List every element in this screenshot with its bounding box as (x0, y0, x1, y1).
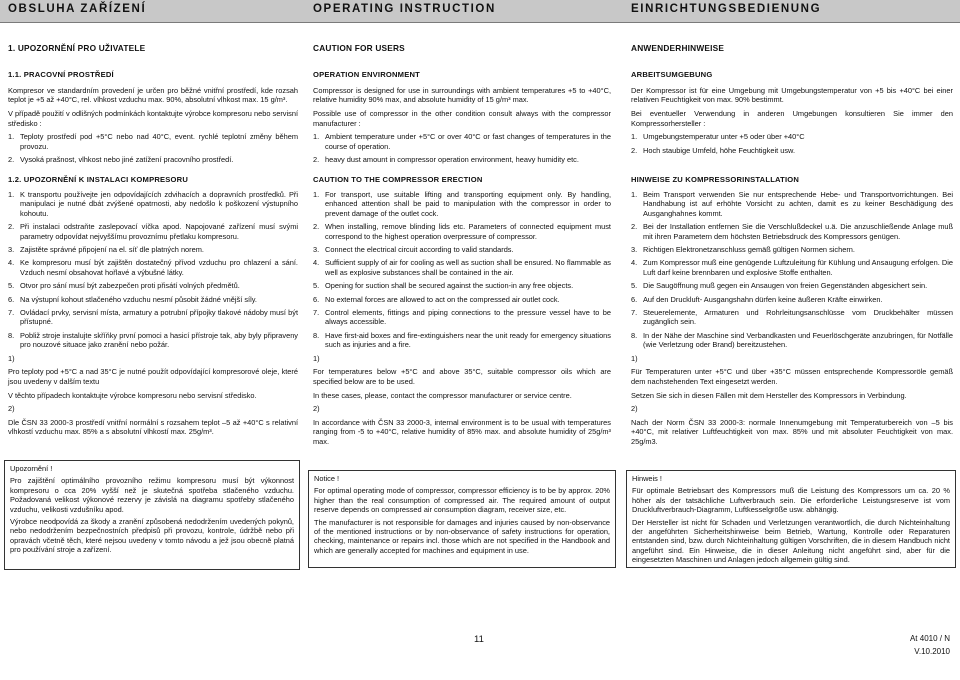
header-bar (0, 0, 960, 23)
list-item: 3. Richtigen Elektronetzanschluss gemäß gültigen Normen sichern. (631, 245, 855, 255)
list-item: 5. Otvor pro sání musí být zabezpečen proti přisátí volných předmětů. (8, 281, 240, 291)
notice-text: For optimal operating mode of compressor, compressor efficiency is to be by approx. 20% higher than the real consumption of compressed air. The required amount of output reserve depends on compressed air consumption diagram, receiver size, etc. (314, 486, 610, 515)
footnote-mark: 1) (631, 353, 638, 363)
list-item: 8. Have first-aid boxes and fire-extinguishers near the unit ready for emergency situations such as injuries and a fire. (313, 330, 611, 350)
list-item: 3. Connect the electrical circuit according to valid standards. (313, 245, 514, 255)
env-intro: Kompresor ve standardním provedení je určen pro běžné vnitřní prostředí, kde rozsah teplot je +5 až +40°C, rel. vlhkost vzduchu max. 90%, absolutní vlhkost max. 15 g/m³. (8, 86, 298, 105)
notice-box-de (626, 470, 956, 568)
list-item: 2. When installing, remove blinding lids etc. Parameters of connected equipment must correspond to the highest operation overpressure of compressor. (313, 222, 611, 241)
list-item: 1. K transportu používejte jen odpovídajících zdvihacích a dopravních prostředků. Při manipulaci je nutné dbát zvýšené opatrnosti, aby nedošlo k poškození výstupního kohoutu. (8, 190, 298, 218)
list-item: 6. Na výstupní kohout stlačeného vzduchu nesmí působit žádné vnější síly. (8, 294, 257, 304)
section-title-cz: 1. UPOZORNĚNÍ PRO UŽIVATELE (8, 43, 146, 53)
list-item: 2. Bei der Installation entfernen Sie die Verschlußdeckel u.ä. Die anzuschließende Anlage muß mit ihren Parametern dem höchsten Betriebsdruck des Kompressors genügen. (631, 222, 953, 241)
list-item: 6. No external forces are allowed to act on the compressed air outlet cock. (313, 294, 560, 304)
inst-section-de (631, 190, 953, 450)
list-item: 1. Beim Transport verwenden Sie nur entsprechende Hebe- und Transportvorrichtungen. Bei Handhabung ist auf erhöhte Vorsicht zu achten, damit es zu keiner Beschädigung des Ausganghahnes kommt. (631, 190, 953, 218)
env-intro: Der Kompressor ist für eine Umgebung mit Umgebungstemperatur von +5 bis +40°C bei einer relativen Feuchtigkeit von max. 90% bestimmt. (631, 86, 953, 105)
notice-text: Pro zajištění optimálního provozního režimu kompresoru musí být výkonnost kompresoru o cca 20% vyšší než je skutečná spotřeba stlačeného vzduchu. Požadovaná velikost výkonové rezervy je závislá na diagramu spotřeby stlačeného vzduchu, velikosti vzdušníku apod. (10, 476, 294, 514)
env-intro: Compressor is designed for use in surroundings with ambient temperatures +5 to +40°C, relative humidity 90% max, and absolute humidity of 15 g/m³ max. (313, 86, 611, 105)
notice-title: Notice ! (314, 474, 340, 483)
header-title-cz: OBSLUHA ZAŘÍZENÍ (8, 3, 147, 15)
footnote-mark: 2) (8, 404, 15, 414)
list-item: 4. Sufficient supply of air for cooling as well as suction shall be ensured. No flammable as well as explosive substances shall be contained in the air. (313, 258, 611, 277)
list-item: 2. Vysoká prašnost, vlhkost nebo jiné zatížení pracovního prostředí. (8, 155, 234, 165)
list-item: 3. Zajistěte správné připojení na el. síť dle platných norem. (8, 245, 204, 255)
footnote-text: In these cases, please, contact the compressor manufacturer or service centre. (313, 390, 572, 400)
footnote-text: Pro teploty pod +5°C a nad 35°C je nutné použít odpovídající kompresorové oleje, které jsou uvedeny v dalším textu (8, 367, 298, 386)
list-item: 8. In der Nähe der Maschine sind Verbandkasten und Feuerlöschgeräte anzubringen, für Notfälle (wie Verletzung oder Brand) bereitzustehen. (631, 330, 953, 350)
footnote-text: Für Temperaturen unter +5°C und über +35°C müssen entsprechende Kompressoröle gemäß dem nachstehenden Text eingesetzt werden. (631, 367, 953, 386)
env-para: Possible use of compressor in the other condition consult always with the compressor manufacturer : (313, 109, 611, 128)
inst-section-en (313, 190, 611, 450)
list-item: 2. heavy dust amount in compressor operation environment, heavy humidity etc. (313, 155, 579, 165)
footnote-mark: 2) (631, 404, 638, 414)
env-para: Bei eventueller Verwendung in anderen Umgebungen konsultieren Sie immer den Kompressorhersteller : (631, 109, 953, 128)
env-section-cz (8, 86, 298, 168)
footnote-text: In accordance with ČSN 33 2000-3, internal environment is to be usual with temperatures ranging from -5 to +40°C, relative humidity of 85% max. and absolute humidity of 25g/m³ max. (313, 417, 611, 446)
list-item: 1. For transport, use suitable lifting and transporting equipment only. By handling, enhanced attention shall be paid to manipulation with the compressor in order to prevent damage of the outlet cock. (313, 190, 611, 218)
notice-box-en (308, 470, 616, 568)
header-title-en: OPERATING INSTRUCTION (313, 3, 496, 15)
footnote-mark: 2) (313, 404, 320, 414)
list-item: 7. Control elements, fittings and piping connections to the pressure vessel have to be always accessible. (313, 308, 611, 327)
env-section-en (313, 86, 611, 168)
list-item: 1. Umgebungstemperatur unter +5 oder über +40°C (631, 132, 805, 142)
header-title-de: EINRICHTUNGSBEDIENUNG (631, 3, 822, 15)
notice-title: Upozornění ! (10, 464, 53, 473)
notice-box-cz (4, 460, 300, 570)
list-item: 5. Opening for suction shall be secured against the suction-in any free objects. (313, 281, 574, 291)
document-version: V.10.2010 (914, 647, 950, 656)
env-title-cz: 1.1. PRACOVNÍ PROSTŘEDÍ (8, 70, 114, 79)
inst-title-de: HINWEISE ZU KOMPRESSORINSTALLATION (631, 175, 800, 184)
document-id: At 4010 / N (909, 634, 950, 643)
inst-title-cz: 1.2. UPOZORNĚNÍ K INSTALACI KOMPRESORU (8, 175, 189, 184)
notice-text: Der Hersteller ist nicht für Schaden und Verletzungen verantwortlich, die durch Nichteinhaltung der angeführten Sicherheitshinweise beim Betrieb, Wartung, Kontrolle oder Reparaturen entstanden sind, bzw. durch Nichteinhaltung gültigen Vorschriften, die in diesem Handbuch nicht angeführt sind. Ein Hinweise, die in dieser Anleitung nicht angeführt sind, aber für die eingesetzten Maschinen und Anlagen jedoch allgemein gültig sind. (632, 517, 950, 565)
list-item: 1. Ambient temperature under +5°C or over 40°C or fast changes of temperatures in the course of operation. (313, 132, 611, 151)
footnote-text: Setzen Sie sich in diesen Fällen mit dem Hersteller des Kompressors in Verbindung. (631, 390, 907, 400)
inst-section-cz (8, 190, 298, 441)
list-item: 5. Die Saugöffnung muß gegen ein Ansaugen von freien Gegenständen abgesichert sein. (631, 281, 928, 291)
list-item: 2. Při instalaci odstraňte zaslepovací víčka apod. Napojované zařízení musí svými parametry odpovídat nejvyššímu provoznímu přetlaku kompresoru. (8, 222, 298, 241)
env-para: V případě použití v odlišných podmínkách kontaktujte výrobce kompresoru nebo servisní středisko : (8, 109, 298, 128)
list-item: 7. Ovládací prvky, servisní místa, armatury a potrubní přípojky tlakové nádoby musí být přístupné. (8, 308, 298, 327)
notice-text: The manufacturer is not responsible for damages and injuries caused by non-observance of the mentioned instructions or by non-observance of safety instructions for operation, checking, maintenance or repairs incl. those which are not specified in the Handbook and which are generally accepted for machines and equipment in use. (314, 517, 610, 555)
section-title-en: CAUTION FOR USERS (313, 43, 405, 53)
list-item: 2. Hoch staubige Umfeld, höhe Feuchtigkeit usw. (631, 145, 796, 155)
env-title-en: OPERATION ENVIRONMENT (313, 70, 421, 79)
footnote-text: V těchto případech kontaktujte výrobce kompresoru nebo servisní středisko. (8, 390, 257, 400)
footnote-text: Dle ČSN 33 2000-3 prostředí vnitřní normální s rozsahem teplot –5 až +40°C s relativní vlhkostí vzduchu max. 85% a s absolutní vlhkostí max. 25g/m³. (8, 417, 298, 437)
env-title-de: ARBEITSUMGEBUNG (631, 70, 713, 79)
notice-text: Výrobce neodpovídá za škody a zranění způsobená nedodržením uvedených pokynů, nebo nedodržením bezpečnostních předpisů při provozu, kontrole, údržbě nebo při opravách včetně těch, které nejsou uvedeny v tomto návodu a jež jsou obecně platná pro používání stroje a zařízení. (10, 517, 294, 555)
footnote-text: Nach der Norm ČSN 33 2000-3: normale Innenumgebung mit Temperaturbereich von –5 bis +40°C, mit relativer Luftfeuchtigkeit von max. 85% und mit absoluter Feuchtigkeit von max. 25g/m3. (631, 417, 953, 446)
page-number: 11 (474, 634, 484, 645)
footnote-mark: 1) (313, 353, 320, 363)
list-item: 4. Zum Kompressor muß eine genügende Luftzuleitung für Kühlung und Ansaugung erfolgen. Die Luft darf keine brennbaren und explosive Stoffe enthalten. (631, 258, 953, 277)
notice-text: Für optimale Betriebsart des Kompressors muß die Leistung des Kompressors um ca. 20 % höher als der tatsächliche Luftverbrauch sein. Die erforderliche Leistungsreserve ist vom Druckluftverbrauch-Diagramm, Luftkesselgröße usw. abhängig. (632, 486, 950, 515)
list-item: 6. Auf den Druckluft- Ausgangshahn dürfen keine äußeren Kräfte einwirken. (631, 294, 883, 304)
section-title-de: ANWENDERHINWEISE (631, 43, 725, 53)
list-item: 4. Ke kompresoru musí být zajištěn dostatečný přívod vzduchu pro chlazení a sání. Vzduch nesmí obsahovat hořlavé a výbušné látky. (8, 258, 298, 277)
list-item: 7. Steuerelemente, Armaturen und Rohrleitungsanschlüsse vom Druckbehälter müssen zugänglich sein. (631, 308, 953, 327)
inst-title-en: CAUTION TO THE COMPRESSOR ERECTION (313, 175, 483, 184)
footnote-mark: 1) (8, 353, 15, 363)
footnote-text: For temperatures below +5°C and above 35°C, suitable compressor oils which are specified below are to be used. (313, 367, 611, 386)
notice-title: Hinweis ! (632, 474, 662, 483)
env-section-de (631, 86, 953, 159)
list-item: 1. Teploty prostředí pod +5°C nebo nad 40°C, event. rychlé teplotní změny během provozu. (8, 132, 298, 151)
list-item: 8. Pobliž stroje instalujte skříňky první pomoci a hasicí přístroje tak, aby byly připraveny pro nouzové situace jako zranění nebo požár. (8, 330, 298, 350)
